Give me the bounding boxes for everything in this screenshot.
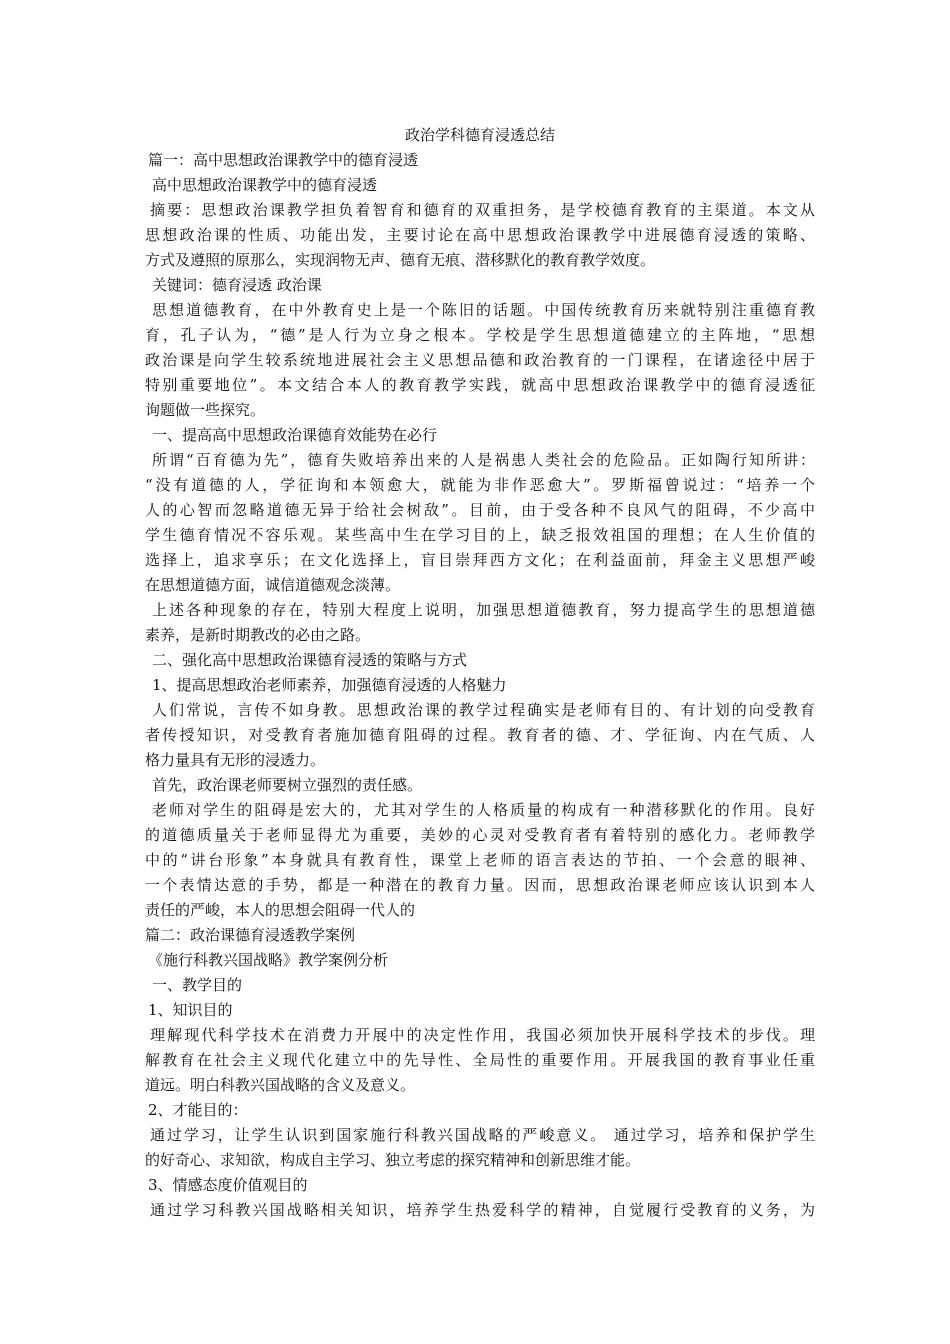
- subheading: 一、教学目的: [152, 976, 243, 994]
- paragraph-line: 道远。明白科教兴国战略的含义及意义。: [145, 1076, 416, 1094]
- paragraph-line: 在思想道德方面，诚信道德观念淡薄。: [145, 576, 401, 594]
- section-heading-part-two: 篇二：政治课德育浸透教学案例: [145, 926, 356, 944]
- paragraph-line: 格力量具有无形的浸透力。: [145, 751, 326, 769]
- paragraph-line: 的道德质量关于老师显得尤为重要，美妙的心灵对受教育者有着特别的感化力。老师教学: [145, 826, 815, 844]
- paragraph-line: 特别重要地位”。本文结合本人的教育教学实践，就高中思想政治课教学中的德育浸透征: [145, 376, 815, 394]
- subheading: 1、提高思想政治老师素养，加强德育浸透的人格魅力: [152, 676, 507, 694]
- paragraph-line: 思想道德教育，在中外教育史上是一个陈旧的话题。中国传统教育历来就特别注重德育教: [152, 301, 815, 319]
- subheading: 2、才能目的：: [148, 1101, 248, 1119]
- paragraph-line: 首先，政治课老师要树立强烈的责任感。: [152, 776, 423, 794]
- subheading: 二、强化高中思想政治课德育浸透的策略与方式: [152, 651, 468, 669]
- paragraph-line: 责任的严峻，本人的思想会阻碍一代人的: [145, 901, 416, 919]
- paragraph-line: 的好奇心、求知欲，构成自主学习、独立考虑的探究精神和创新思维才能。: [145, 1151, 641, 1169]
- paragraph-line: 者传授知识，对受教育者施加德育阻碍的过程。教育者的德、才、学征询、内在气质、人: [145, 726, 815, 744]
- subheading: 1、知识目的: [148, 1001, 233, 1019]
- paragraph-line: 选择上，追求享乐；在文化选择上，盲目崇拜西方文化；在利益面前，拜金主义思想严峻: [145, 551, 815, 569]
- paragraph-line: 一个表情达意的手势，都是一种潜在的教育力量。因而，思想政治课老师应该认识到本人: [145, 876, 815, 894]
- paragraph-line: 人的心智而忽略道德无异于给社会树敌”。目前，由于受各种不良风气的阻碍，不少高中: [145, 501, 815, 519]
- case-title: 《施行科教兴国战略》教学案例分析: [148, 951, 389, 969]
- document-page: [145, 123, 815, 1223]
- paragraph-line: 询题做一些探究。: [145, 401, 266, 419]
- paragraph-line: 所谓“百育德为先”，德育失败培养出来的人是祸患人类社会的危险品。正如陶行知所讲：: [152, 451, 815, 469]
- paragraph-line: 中的“讲台形象”本身就具有教育性，课堂上老师的语言表达的节拍、一个会意的眼神、: [145, 851, 815, 869]
- section-heading-part-one: 篇一：高中思想政治课教学中的德育浸透: [148, 151, 419, 169]
- subheading: 3、情感态度价值观目的: [148, 1176, 308, 1194]
- abstract-line: 摘要：思想政治课教学担负着智育和德育的双重担务，是学校德育教育的主渠道。本文从: [150, 201, 815, 219]
- keywords-line: 关键词：德育浸透 政治课: [152, 276, 322, 294]
- paragraph-line: “没有道德的人，学征询和本领愈大，就能为非作恶愈大”。罗斯福曾说过：“培养一个: [145, 476, 815, 494]
- paragraph-line: 解教育在社会主义现代化建立中的先导性、全局性的重要作用。开展我国的教育事业任重: [145, 1051, 815, 1069]
- paragraph-line: 通过学习科教兴国战略相关知识，培养学生热爱科学的精神，自觉履行受教育的义务，为: [150, 1201, 815, 1219]
- article-title: 高中思想政治课教学中的德育浸透: [152, 176, 378, 194]
- paragraph-line: 素养，是新时期教改的必由之路。: [145, 626, 371, 644]
- paragraph-line: 学生德育情况不容乐观。某些高中生在学习目的上，缺乏报效祖国的理想；在人生价值的: [145, 526, 815, 544]
- paragraph-line: 上述各种现象的存在，特别大程度上说明，加强思想道德教育，努力提高学生的思想道德: [152, 601, 815, 619]
- abstract-line: 方式及遵照的原那么，实现润物无声、德育无痕、潜移默化的教育教学效度。: [145, 251, 656, 269]
- paragraph-line: 通过学习，让学生认识到国家施行科教兴国战略的严峻意义。 通过学习，培养和保护学生: [150, 1126, 815, 1144]
- paragraph-line: 政治课是向学生较系统地进展社会主义思想品德和政治教育的一门课程，在诸途径中居于: [145, 351, 815, 369]
- paragraph-line: 理解现代科学技术在消费力开展中的决定性作用，我国必须加快开展科学技术的步伐。理: [150, 1026, 815, 1044]
- document-title: 政治学科德育浸透总结: [404, 126, 555, 144]
- abstract-line: 思想政治课的性质、功能出发，主要讨论在高中思想政治课教学中进展德育浸透的策略、: [145, 226, 815, 244]
- paragraph-line: 人们常说，言传不如身教。思想政治课的教学过程确实是老师有目的、有计划的向受教育: [152, 701, 815, 719]
- paragraph-line: 育，孔子认为，“德”是人行为立身之根本。学校是学生思想道德建立的主阵地，“思想: [145, 326, 815, 344]
- subheading: 一、提高高中思想政治课德育效能势在必行: [152, 426, 438, 444]
- paragraph-line: 老师对学生的阻碍是宏大的，尤其对学生的人格质量的构成有一种潜移默化的作用。良好: [152, 801, 815, 819]
